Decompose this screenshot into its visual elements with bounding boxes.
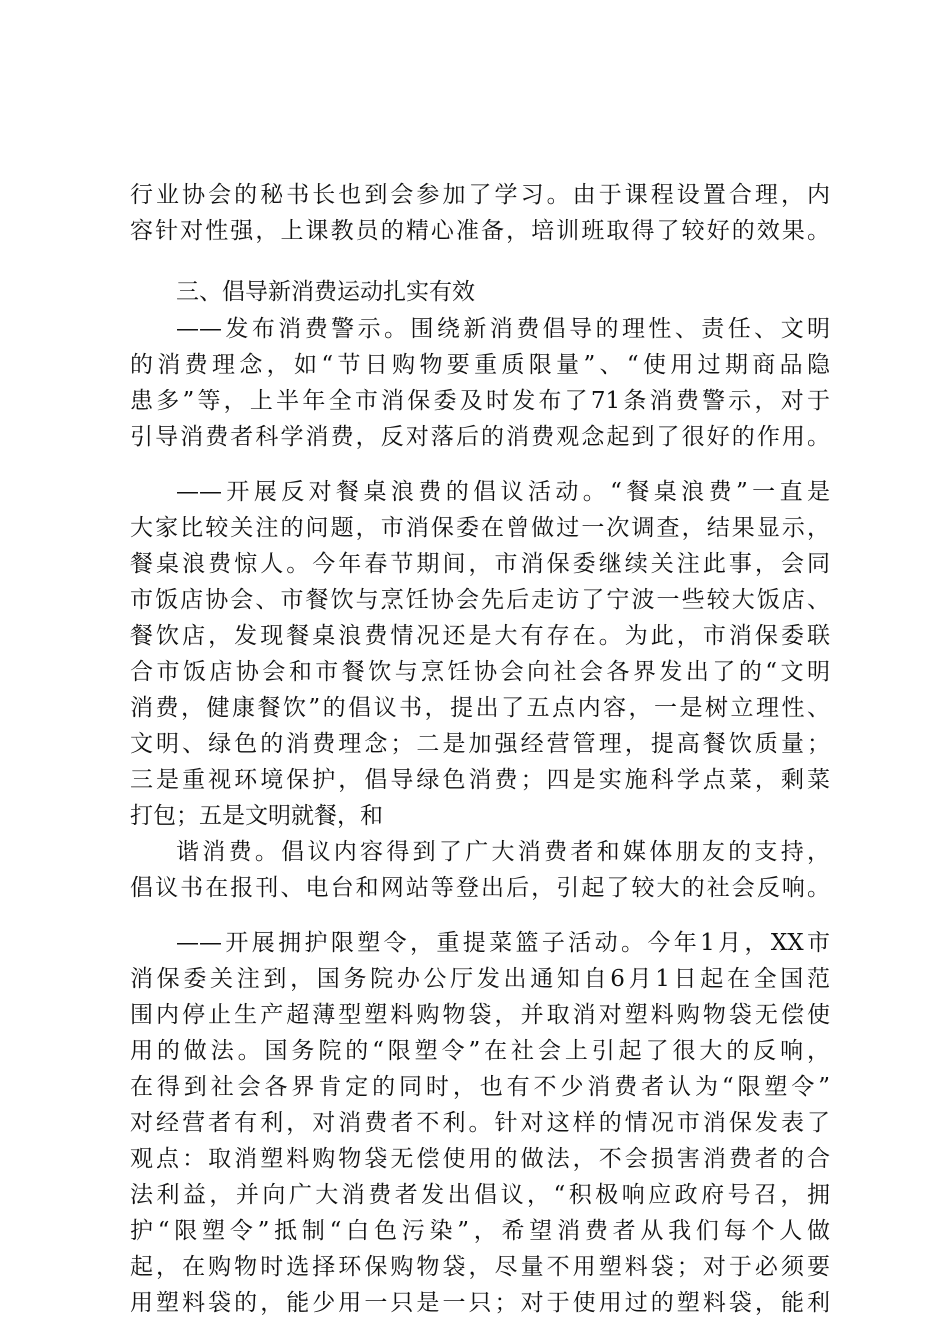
text-line: 护“限塑令”抵制“白色污染”，希望消费者从我们每个人做 [130, 1218, 830, 1244]
text-line: 合市饭店协会和市餐饮与烹饪协会向社会各界发出了的“文明 [130, 659, 830, 685]
text-line: 观点：取消塑料购物袋无偿使用的做法，不会损害消费者的合 [130, 1146, 830, 1172]
text-line: 三是重视环境保护，倡导绿色消费；四是实施科学点菜，剩菜 [130, 767, 830, 793]
text-line: 大家比较关注的问题，市消保委在曾做过一次调查，结果显示， [130, 515, 830, 541]
text-line: 引导消费者科学消费，反对落后的消费观念起到了很好的作用。 [130, 424, 830, 450]
text-line: 餐桌浪费惊人。今年春节期间，市消保委继续关注此事，会同 [130, 551, 830, 577]
text-line: 在得到社会各界肯定的同时，也有不少消费者认为“限塑令” [130, 1074, 830, 1100]
text-line: 用的做法。国务院的“限塑令”在社会上引起了很大的反响， [130, 1038, 830, 1064]
text-line: 起，在购物时选择环保购物袋，尽量不用塑料袋；对于必须要 [130, 1254, 830, 1280]
text-line: 餐饮店，发现餐桌浪费情况还是大有存在。为此，市消保委联 [130, 623, 830, 649]
text-line: 的消费理念，如“节日购物要重质限量”、“使用过期商品隐 [130, 352, 830, 378]
text-line: 对经营者有利，对消费者不利。针对这样的情况市消保发表了 [130, 1110, 830, 1136]
text-line: 谐消费。倡议内容得到了广大消费者和媒体朋友的支持， [176, 839, 830, 865]
text-line: 行业协会的秘书长也到会参加了学习。由于课程设置合理，内 [130, 182, 830, 208]
text-line: 围内停止生产超薄型塑料购物袋，并取消对塑料购物袋无偿使 [130, 1002, 830, 1028]
text-line: 消保委关注到，国务院办公厅发出通知自6月1日起在全国范 [130, 966, 830, 992]
text-line: 法利益，并向广大消费者发出倡议，“积极响应政府号召，拥 [130, 1182, 830, 1208]
text-line: ——开展反对餐桌浪费的倡议活动。“餐桌浪费”一直是 [176, 479, 830, 505]
text-line: 消费，健康餐饮”的倡议书，提出了五点内容，一是树立理性、 [130, 695, 830, 721]
text-line: ——发布消费警示。围绕新消费倡导的理性、责任、文明 [176, 316, 830, 342]
text-line: 倡议书在报刊、电台和网站等登出后，引起了较大的社会反响。 [130, 875, 830, 901]
text-line: 用塑料袋的，能少用一只是一只；对于使用过的塑料袋，能利 [130, 1290, 830, 1316]
section-heading: 三、倡导新消费运动扎实有效 [176, 279, 475, 305]
text-line: ——开展拥护限塑令，重提菜篮子活动。今年1月，XX市 [176, 930, 830, 956]
text-line: 文明、绿色的消费理念；二是加强经营管理，提高餐饮质量； [130, 731, 830, 757]
text-line: 打包；五是文明就餐，和 [130, 803, 383, 829]
text-line: 容针对性强，上课教员的精心准备，培训班取得了较好的效果。 [130, 218, 830, 244]
text-line: 患多”等，上半年全市消保委及时发布了71条消费警示，对于 [130, 388, 830, 414]
text-line: 市饭店协会、市餐饮与烹饪协会先后走访了宁波一些较大饭店、 [130, 587, 830, 613]
